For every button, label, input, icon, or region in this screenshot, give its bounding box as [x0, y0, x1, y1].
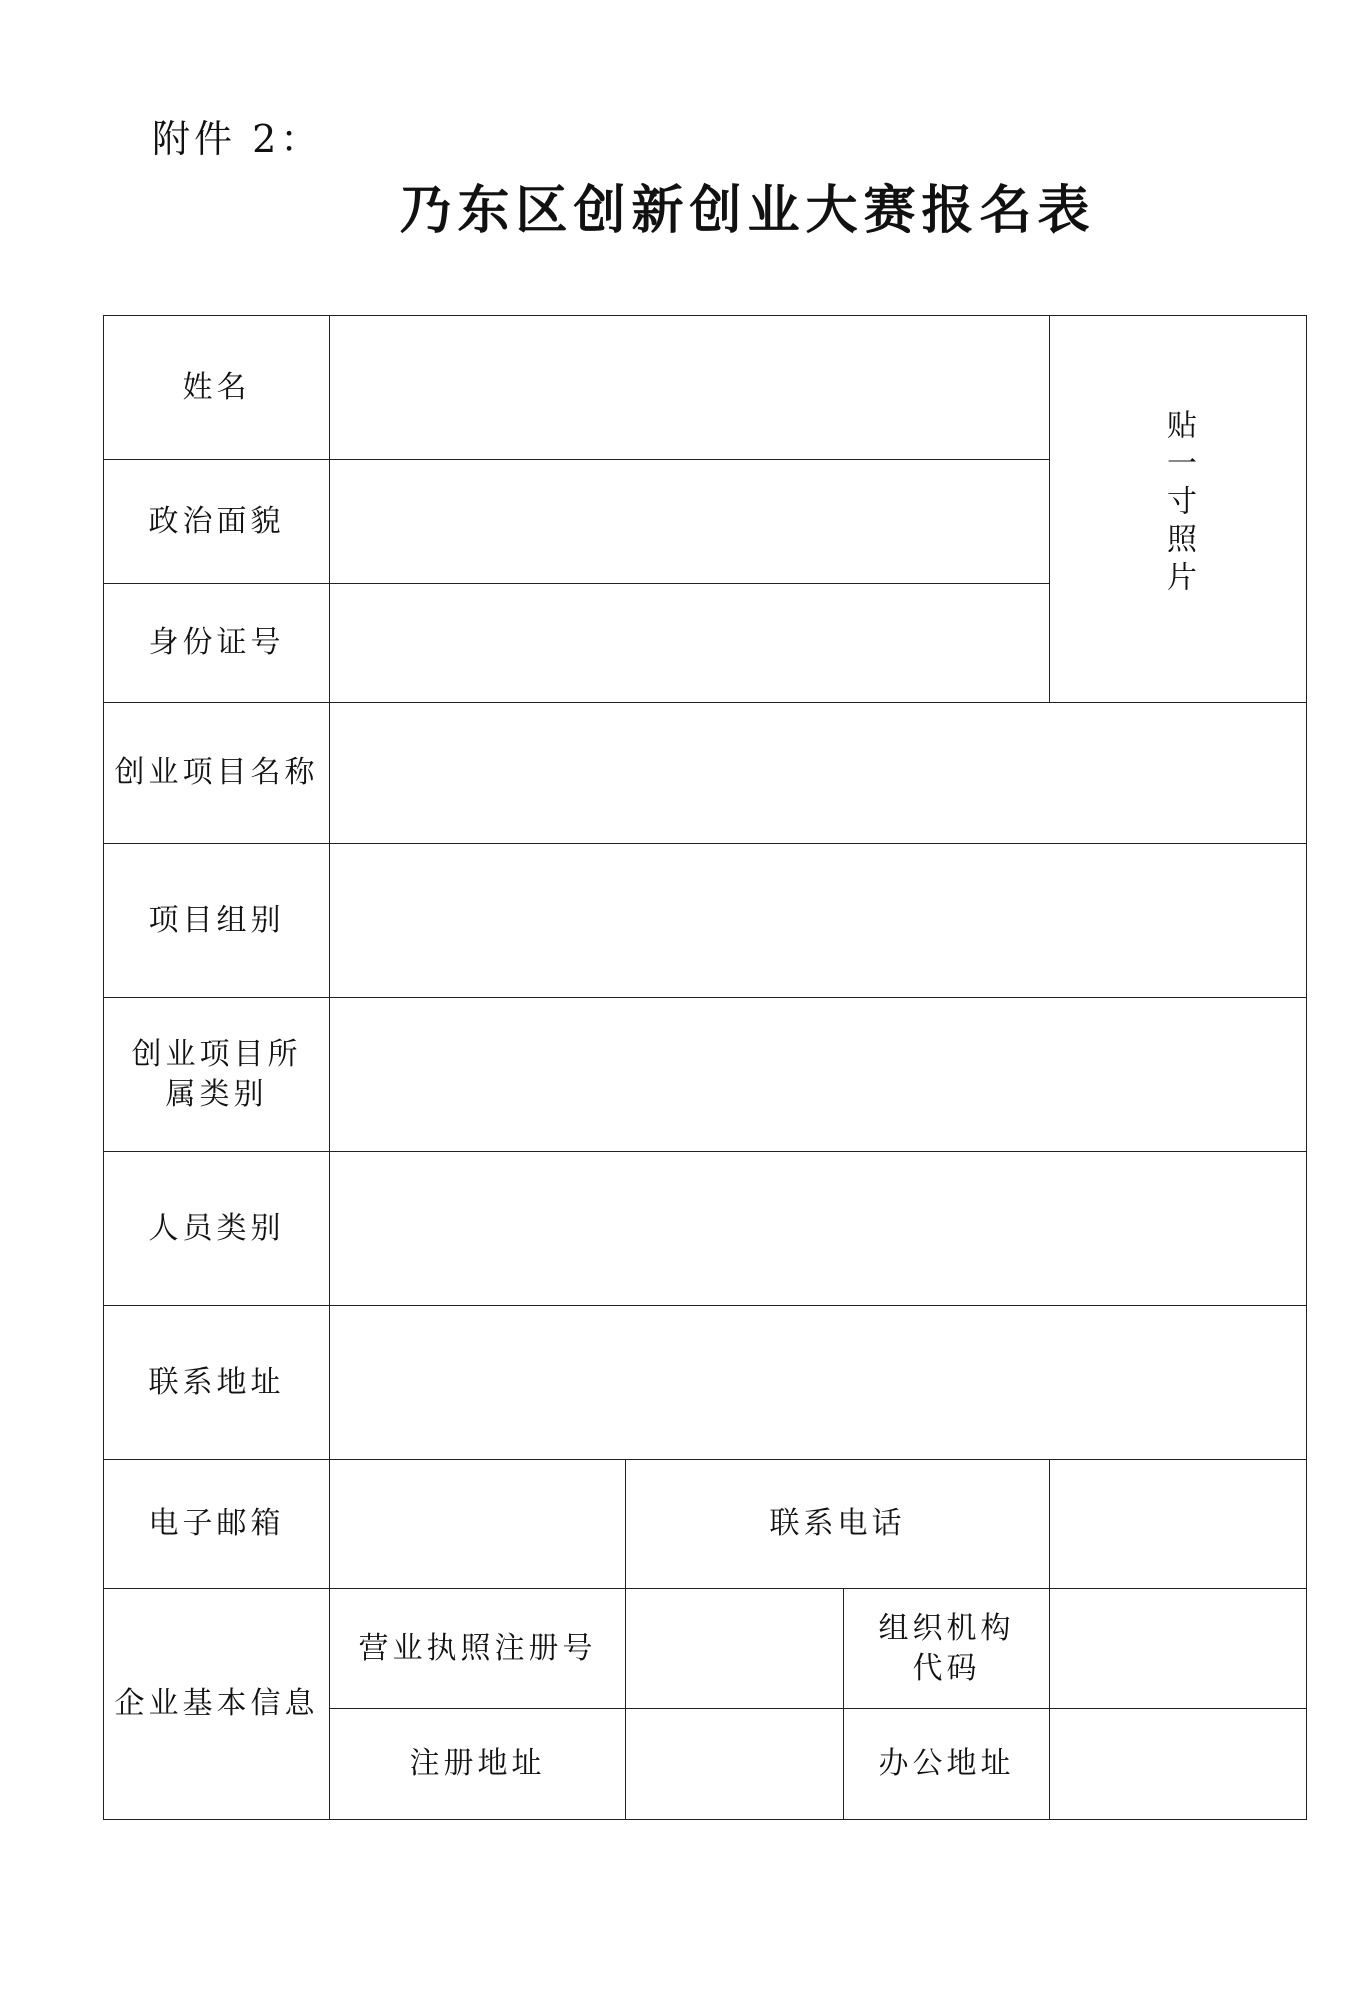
license-label: 营业执照注册号 [330, 1589, 626, 1709]
political-status-label: 政治面貌 [104, 460, 330, 584]
project-category-label: 创业项目所属类别 [104, 998, 330, 1152]
photo-label: 贴一寸照片 [1161, 408, 1196, 599]
project-name-field[interactable] [330, 703, 1307, 844]
contact-address-field[interactable] [330, 1306, 1307, 1460]
registered-address-label: 注册地址 [330, 1709, 626, 1820]
person-category-field[interactable] [330, 1152, 1307, 1306]
id-number-label: 身份证号 [104, 584, 330, 703]
org-code-label: 组织机构代码 [844, 1589, 1050, 1709]
id-number-field[interactable] [330, 584, 1050, 703]
office-address-field[interactable] [1050, 1709, 1307, 1820]
project-category-field[interactable] [330, 998, 1307, 1152]
license-field[interactable] [626, 1589, 844, 1709]
form-title: 乃东区创新创业大赛报名表 [399, 180, 1096, 241]
name-label: 姓名 [104, 316, 330, 460]
phone-field[interactable] [1050, 1460, 1307, 1589]
email-field[interactable] [330, 1460, 626, 1589]
project-group-label: 项目组别 [104, 844, 330, 998]
office-address-label: 办公地址 [844, 1709, 1050, 1820]
attachment-label: 附件 2： [152, 117, 323, 161]
company-info-label: 企业基本信息 [104, 1589, 330, 1820]
contact-address-label: 联系地址 [104, 1306, 330, 1460]
registered-address-field[interactable] [626, 1709, 844, 1820]
org-code-field[interactable] [1050, 1589, 1307, 1709]
project-name-label: 创业项目名称 [104, 703, 330, 844]
registration-form-table [103, 315, 1307, 1820]
email-label: 电子邮箱 [104, 1460, 330, 1589]
photo-area[interactable] [1050, 316, 1307, 703]
political-status-field[interactable] [330, 460, 1050, 584]
project-group-field[interactable] [330, 844, 1307, 998]
person-category-label: 人员类别 [104, 1152, 330, 1306]
phone-label: 联系电话 [626, 1460, 1050, 1589]
name-field[interactable] [330, 316, 1050, 460]
